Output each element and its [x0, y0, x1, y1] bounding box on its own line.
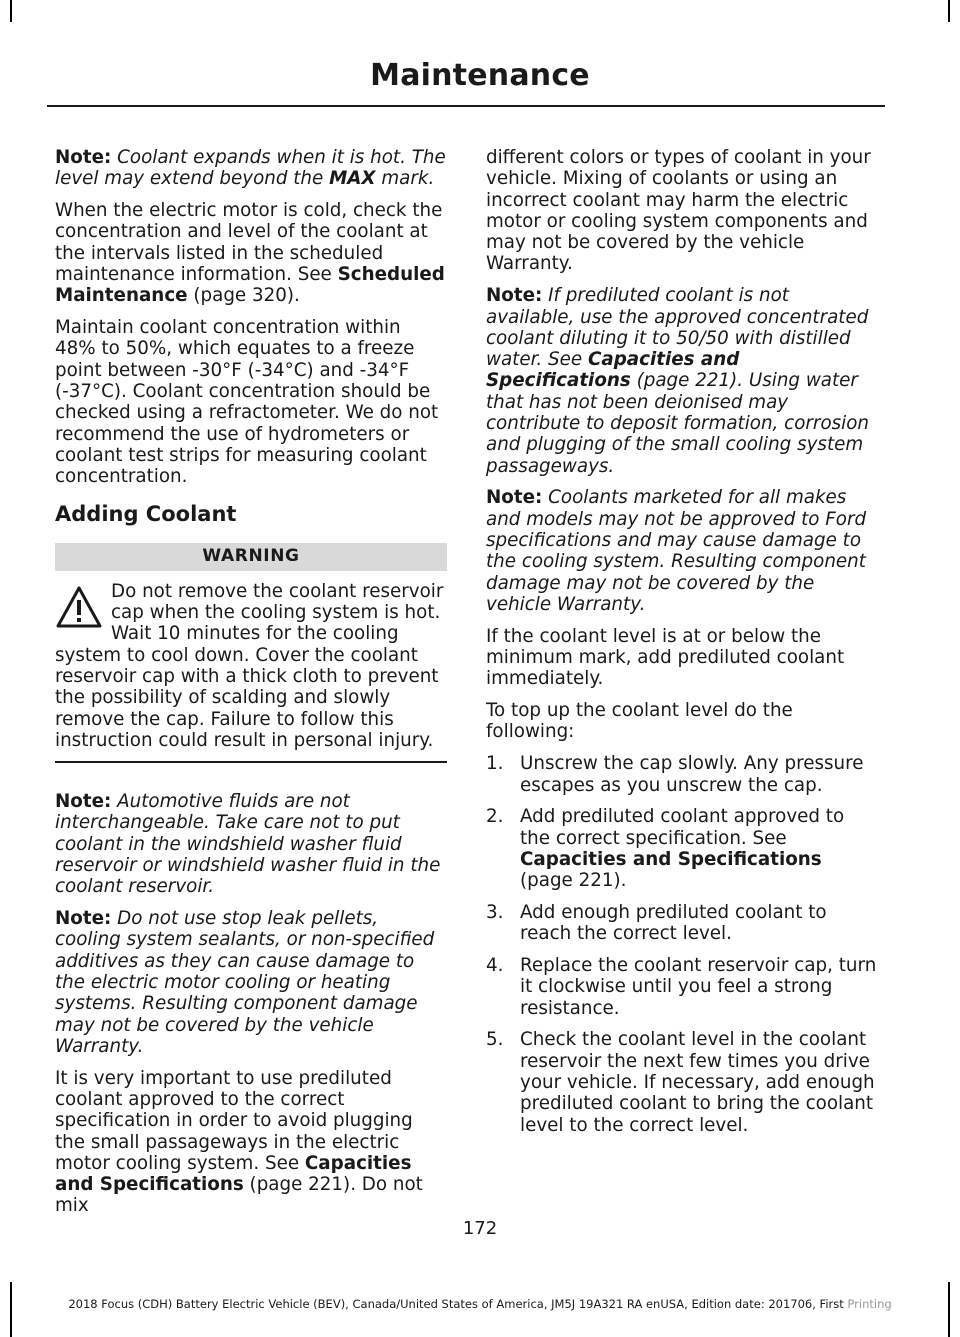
paragraph-minimum-mark: If the coolant level is at or below the minimum mark, add prediluted coolant immediately. [486, 625, 845, 690]
right-column [486, 147, 878, 1146]
section-heading: Adding Coolant [55, 502, 237, 527]
watermark: Printing [847, 1297, 892, 1311]
warning-title: WARNING [55, 543, 447, 570]
note-marketed-coolants: Note: Coolants marketed for all makes and models may not be approved to Ford specifications and may cause damage to the cooling system. Resulting component damage may not be covered by the vehicle Warranty. [486, 487, 867, 615]
list-item: 1. Unscrew the cap slowly. Any pressure escapes as you unscrew the cap. [486, 753, 864, 796]
left-column [55, 147, 447, 1227]
page-title: Maintenance [370, 58, 590, 93]
note-fluids: Note: Automotive fluids are not interchangeable. Take care not to put coolant in the windshield washer fluid reservoir or windshield washer fluid in the coolant reservoir. [55, 791, 441, 898]
crop-mark [10, 0, 12, 22]
paragraph-top-up: To top up the coolant level do the following: [486, 700, 793, 743]
header-rule [47, 105, 885, 107]
steps-list [486, 753, 878, 1136]
warning-triangle-icon [55, 583, 103, 631]
warning-rule [55, 761, 447, 763]
note-coolant-expands: Note: Coolant expands when it is hot. The level may extend beyond the MAX mark. [55, 147, 446, 190]
warning-text: Do not remove the coolant reservoir cap when the cooling system is hot. Wait 10 minutes for the cooling system to cool down. Cover the coolant reservoir cap with a thick cloth to prevent the possibility of scalding and slowly remove the cap. Failure to follow this instruction could result in personal injury. [55, 580, 444, 751]
paragraph-mixing: different colors or types of coolant in your vehicle. Mixing of coolants or using an incorrect coolant may harm the electric motor or cooling system components and may not be covered by the vehicle Warranty. [486, 147, 871, 275]
crop-mark [948, 0, 950, 22]
link-scheduled-maintenance[interactable]: Scheduled Maintenance [55, 263, 445, 307]
note-stop-leak: Note: Do not use stop leak pellets, cooling system sealants, or non-specified additives as they can cause damage to the electric motor cooling or heating systems. Resulting component damage may not be covered by the vehicle Warranty. [55, 908, 435, 1057]
paragraph-prediluted: It is very important to use prediluted coolant approved to the correct specification in order to avoid plugging the small passageways in the electric motor cooling system. See Capacities and Specifications (page 221). Do not mix [55, 1067, 423, 1217]
note-concentrated: Note: If prediluted coolant is not available, use the approved concentrated coolant diluting it to 50/50 with distilled water. See Capacities and Specifications (page 221). Using water that has not been deionised may contribute to deposit formation, corrosion and plugging of the small cooling system passageways. [486, 285, 870, 477]
list-item: 5. Check the coolant level in the coolant reservoir the next few times you drive your vehicle. If necessary, add enough prediluted coolant to bring the coolant level to the correct level. [486, 1029, 875, 1136]
paragraph-check-cold: When the electric motor is cold, check the concentration and level of the coolant at the intervals listed in the scheduled maintenance information. See Scheduled Maintenance (page 320). [55, 200, 445, 307]
paragraph-concentration: Maintain coolant concentration within 48% to 50%, which equates to a freeze point between -30°F (-34°C) and -34°F (-37°C). Coolant concentration should be checked using a refractometer. We do not recommend the use of hydrometers or coolant test strips for measuring coolant concentration. [55, 317, 439, 488]
link-capacities-specifications[interactable]: Capacities and Specifications [520, 848, 822, 870]
warning-block [55, 581, 447, 751]
link-capacities-specifications[interactable]: Capacities and Specifications [486, 349, 740, 392]
list-item: 2. Add prediluted coolant approved to the correct specification. See Capacities and Specifications (page 221). [486, 806, 845, 892]
list-item: 4. Replace the coolant reservoir cap, turn it clockwise until you feel a strong resistance. [486, 955, 877, 1019]
link-capacities-specifications[interactable]: Capacities and Specifications [55, 1152, 412, 1196]
footer: 2018 Focus (CDH) Battery Electric Vehicle (BEV), Canada/United States of America, JM5J 19A321 RA enUSA, Edition date: 201706, First Printing [68, 1297, 892, 1311]
list-item: 3. Add enough prediluted coolant to reach the correct level. [486, 902, 827, 945]
page-number: 172 [462, 1218, 498, 1239]
